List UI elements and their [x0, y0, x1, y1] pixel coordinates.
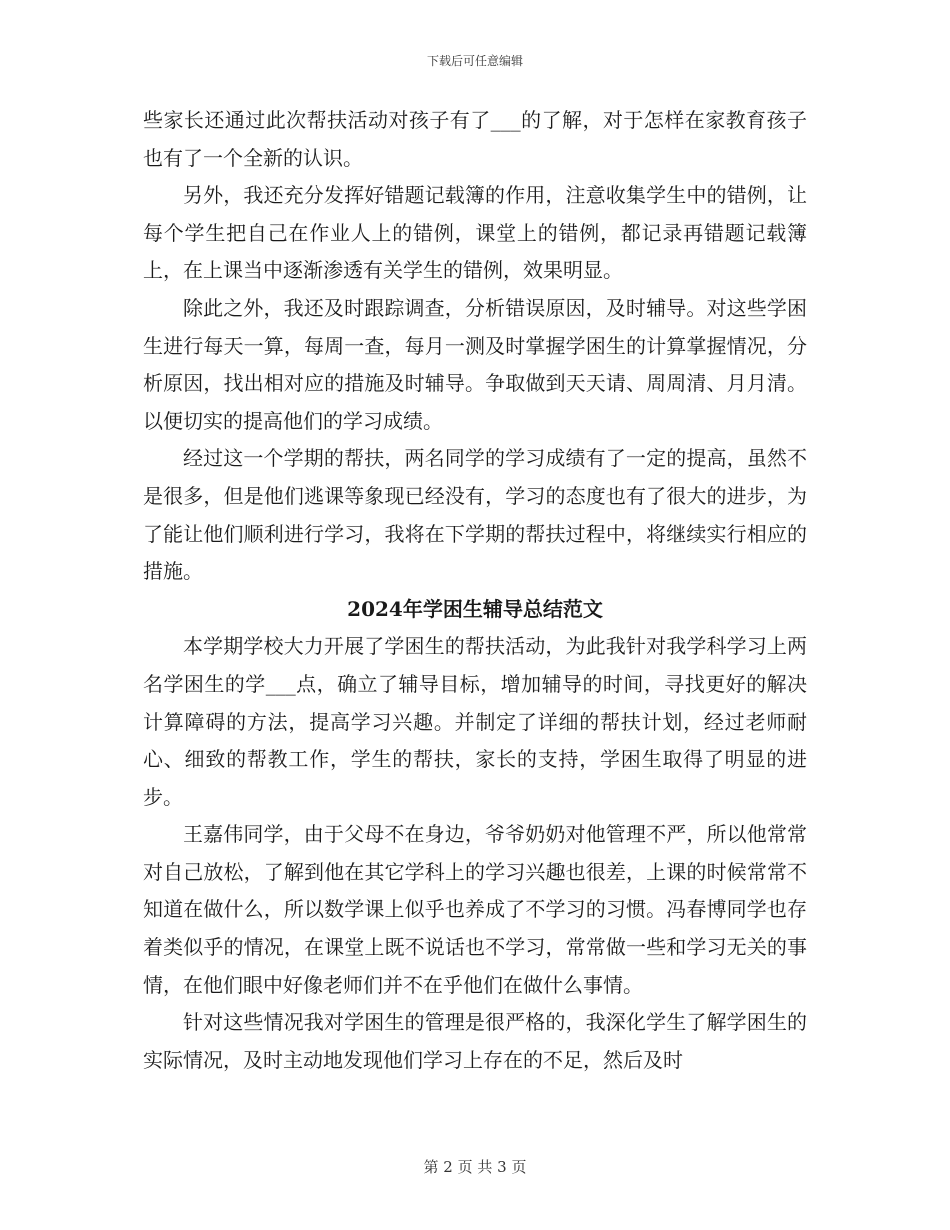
page-footer: 第 2 页 共 3 页 — [423, 1158, 527, 1176]
paragraph: 除此之外，我还及时跟踪调查，分析错误原因，及时辅导。对这些学困生进行每天一算，每周一查，每月一测及时掌握学困生的计算掌握情况，分析原因，找出相对应的措施及时辅导。争取做到天天请、周周清、月月清。以便切实的提高他们的学习成绩。 — [143, 295, 807, 433]
paragraph: 王嘉伟同学，由于父母不在身边，爷爷奶奶对他管理不严，所以他常常对自己放松，了解到他在其它学科上的学习兴趣也很差，上课的时候常常不知道在做什么，所以数学课上似乎也养成了不学习的习惯。冯春博同学也存着类似乎的情况，在课堂上既不说话也不学习，常常做一些和学习无关的事情，在他们眼中好像老师们并不在乎他们在做什么事情。 — [143, 822, 807, 997]
page-header: 下载后可任意编辑 — [426, 54, 523, 68]
paragraph: 经过这一个学期的帮扶，两名同学的学习成绩有了一定的提高，虽然不是很多，但是他们逃课等象现已经没有，学习的态度也有了很大的进步，为了能让他们顺利进行学习，我将在下学期的帮扶过程中，将继续实行相应的措施。 — [143, 446, 807, 584]
document-body — [143, 102, 807, 1079]
section-title: 2024年学困生辅导总结范文 — [347, 596, 603, 621]
paragraph: 针对这些情况我对学困生的管理是很严格的，我深化学生了解学困生的实际情况，及时主动地发现他们学习上存在的不足，然后及时 — [143, 1010, 807, 1072]
paragraph: 另外，我还充分发挥好错题记载簿的作用，注意收集学生中的错例，让每个学生把自己在作业人上的错例，课堂上的错例，都记录再错题记载簿上，在上课当中逐渐渗透有关学生的错例，效果明显。 — [143, 183, 807, 283]
paragraph: 些家长还通过此次帮扶活动对孩子有了___的了解，对于怎样在家教育孩子也有了一个全新的认识。 — [143, 108, 807, 170]
paragraph: 本学期学校大力开展了学困生的帮扶活动，为此我针对我学科学习上两名学困生的学___点，确立了辅导目标，增加辅导的时间，寻找更好的解决计算障碍的方法，提高学习兴趣。并制定了详细的帮扶计划，经过老师耐心、细致的帮教工作，学生的帮扶，家长的支持，学困生取得了明显的进步。 — [143, 634, 807, 809]
